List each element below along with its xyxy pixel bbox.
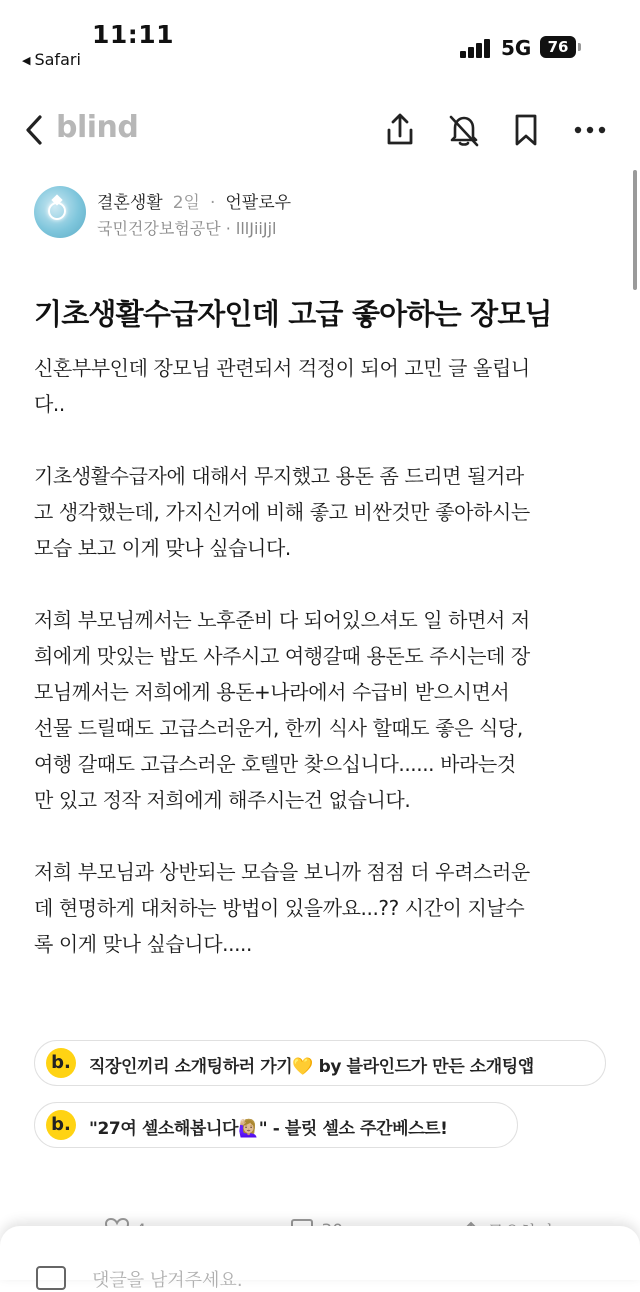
author-company: 국민건강보험공단 · lllJiiJjl bbox=[97, 219, 277, 238]
back-chevron-icon[interactable] bbox=[20, 110, 50, 150]
status-time: 11:11 bbox=[92, 20, 175, 49]
nav-bar bbox=[0, 100, 640, 160]
back-to-app-link[interactable] bbox=[22, 50, 81, 69]
author-line bbox=[97, 188, 291, 213]
author-name[interactable]: 결혼생활 bbox=[97, 193, 163, 213]
body-line: 희에게 맛있는 밥도 사주시고 여행갈때 용돈도 주시는데 장 bbox=[34, 644, 530, 668]
body-line: 선물 드릴때도 고급스러운거, 한끼 식사 할때도 좋은 식당, bbox=[34, 716, 523, 740]
body-line: 신혼부부인데 장모님 관련되서 걱정이 되어 고민 글 올립니 bbox=[34, 356, 530, 380]
body-line: 저희 부모님께서는 노후준비 다 되어있으셔도 일 하면서 저 bbox=[34, 608, 530, 632]
body-line: 여행 갈때도 고급스러운 호텔만 찾으십니다...... 바라는것 bbox=[34, 752, 516, 776]
body-line: 모님께서는 저희에게 용돈+나라에서 수급비 받으시면서 bbox=[34, 680, 510, 704]
body-line: 기초생활수급자에 대해서 무지했고 용돈 좀 드리면 될거라 bbox=[34, 464, 524, 488]
bookmark-icon[interactable] bbox=[506, 110, 546, 150]
promo-link-blind-date[interactable] bbox=[34, 1040, 606, 1086]
cellular-signal-icon bbox=[460, 38, 492, 58]
paragraph bbox=[34, 350, 614, 422]
body-line: 다.. bbox=[34, 392, 65, 416]
image-attach-icon[interactable] bbox=[36, 1266, 66, 1290]
body-line: 모습 보고 이게 맞나 싶습니다. bbox=[34, 536, 291, 560]
battery-level: 76 bbox=[540, 36, 576, 58]
separator-dot: · bbox=[209, 193, 216, 213]
post-time: 2일 bbox=[172, 193, 200, 213]
network-type: 5G bbox=[501, 36, 532, 60]
more-options-icon[interactable] bbox=[570, 110, 610, 150]
post-title: 기초생활수급자인데 고급 좋아하는 장모님 bbox=[34, 297, 552, 331]
comment-input-placeholder[interactable]: 댓글을 남겨주세요. bbox=[92, 1270, 243, 1291]
blind-b-logo-icon: b. bbox=[46, 1110, 76, 1140]
body-line: 만 있고 정작 저희에게 해주시는건 없습니다. bbox=[34, 788, 411, 812]
body-line: 데 현명하게 대처하는 방법이 있을까요...?? 시간이 지날수 bbox=[34, 896, 525, 920]
paragraph bbox=[34, 458, 614, 566]
promo-text: 직장인끼리 소개팅하러 가기💛 by 블라인드가 만든 소개팅앱 bbox=[89, 1057, 534, 1077]
blind-logo: blind bbox=[56, 110, 139, 145]
status-bar bbox=[0, 0, 640, 80]
body-line: 고 생각했는데, 가지신거에 비해 좋고 비싼것만 좋아하시는 bbox=[34, 500, 530, 524]
body-line: 저희 부모님과 상반되는 모습을 보니까 점점 더 우려스러운 bbox=[34, 860, 530, 884]
back-app-label: Safari bbox=[34, 50, 81, 69]
unfollow-button[interactable]: 언팔로우 bbox=[225, 193, 292, 213]
paragraph bbox=[34, 602, 614, 818]
author-info bbox=[34, 186, 614, 242]
battery-icon bbox=[578, 43, 581, 51]
avatar[interactable] bbox=[34, 186, 86, 238]
back-triangle-icon: ◀ bbox=[22, 54, 31, 67]
post-body bbox=[34, 350, 614, 998]
avatar-ring bbox=[48, 202, 66, 220]
paragraph bbox=[34, 854, 614, 962]
comment-input-bar[interactable] bbox=[0, 1226, 640, 1291]
promo-link-weekly-best[interactable] bbox=[34, 1102, 518, 1148]
share-icon[interactable] bbox=[380, 110, 420, 150]
promo-text: "27여 셀소해봅니다🙋🏼‍♀️" - 블릿 셀소 주간베스트! bbox=[89, 1119, 448, 1139]
notification-off-icon[interactable] bbox=[444, 110, 484, 150]
body-line: 록 이게 맞나 싶습니다..... bbox=[34, 932, 252, 956]
scrollbar[interactable] bbox=[633, 170, 637, 290]
blind-b-logo-icon: b. bbox=[46, 1048, 76, 1078]
